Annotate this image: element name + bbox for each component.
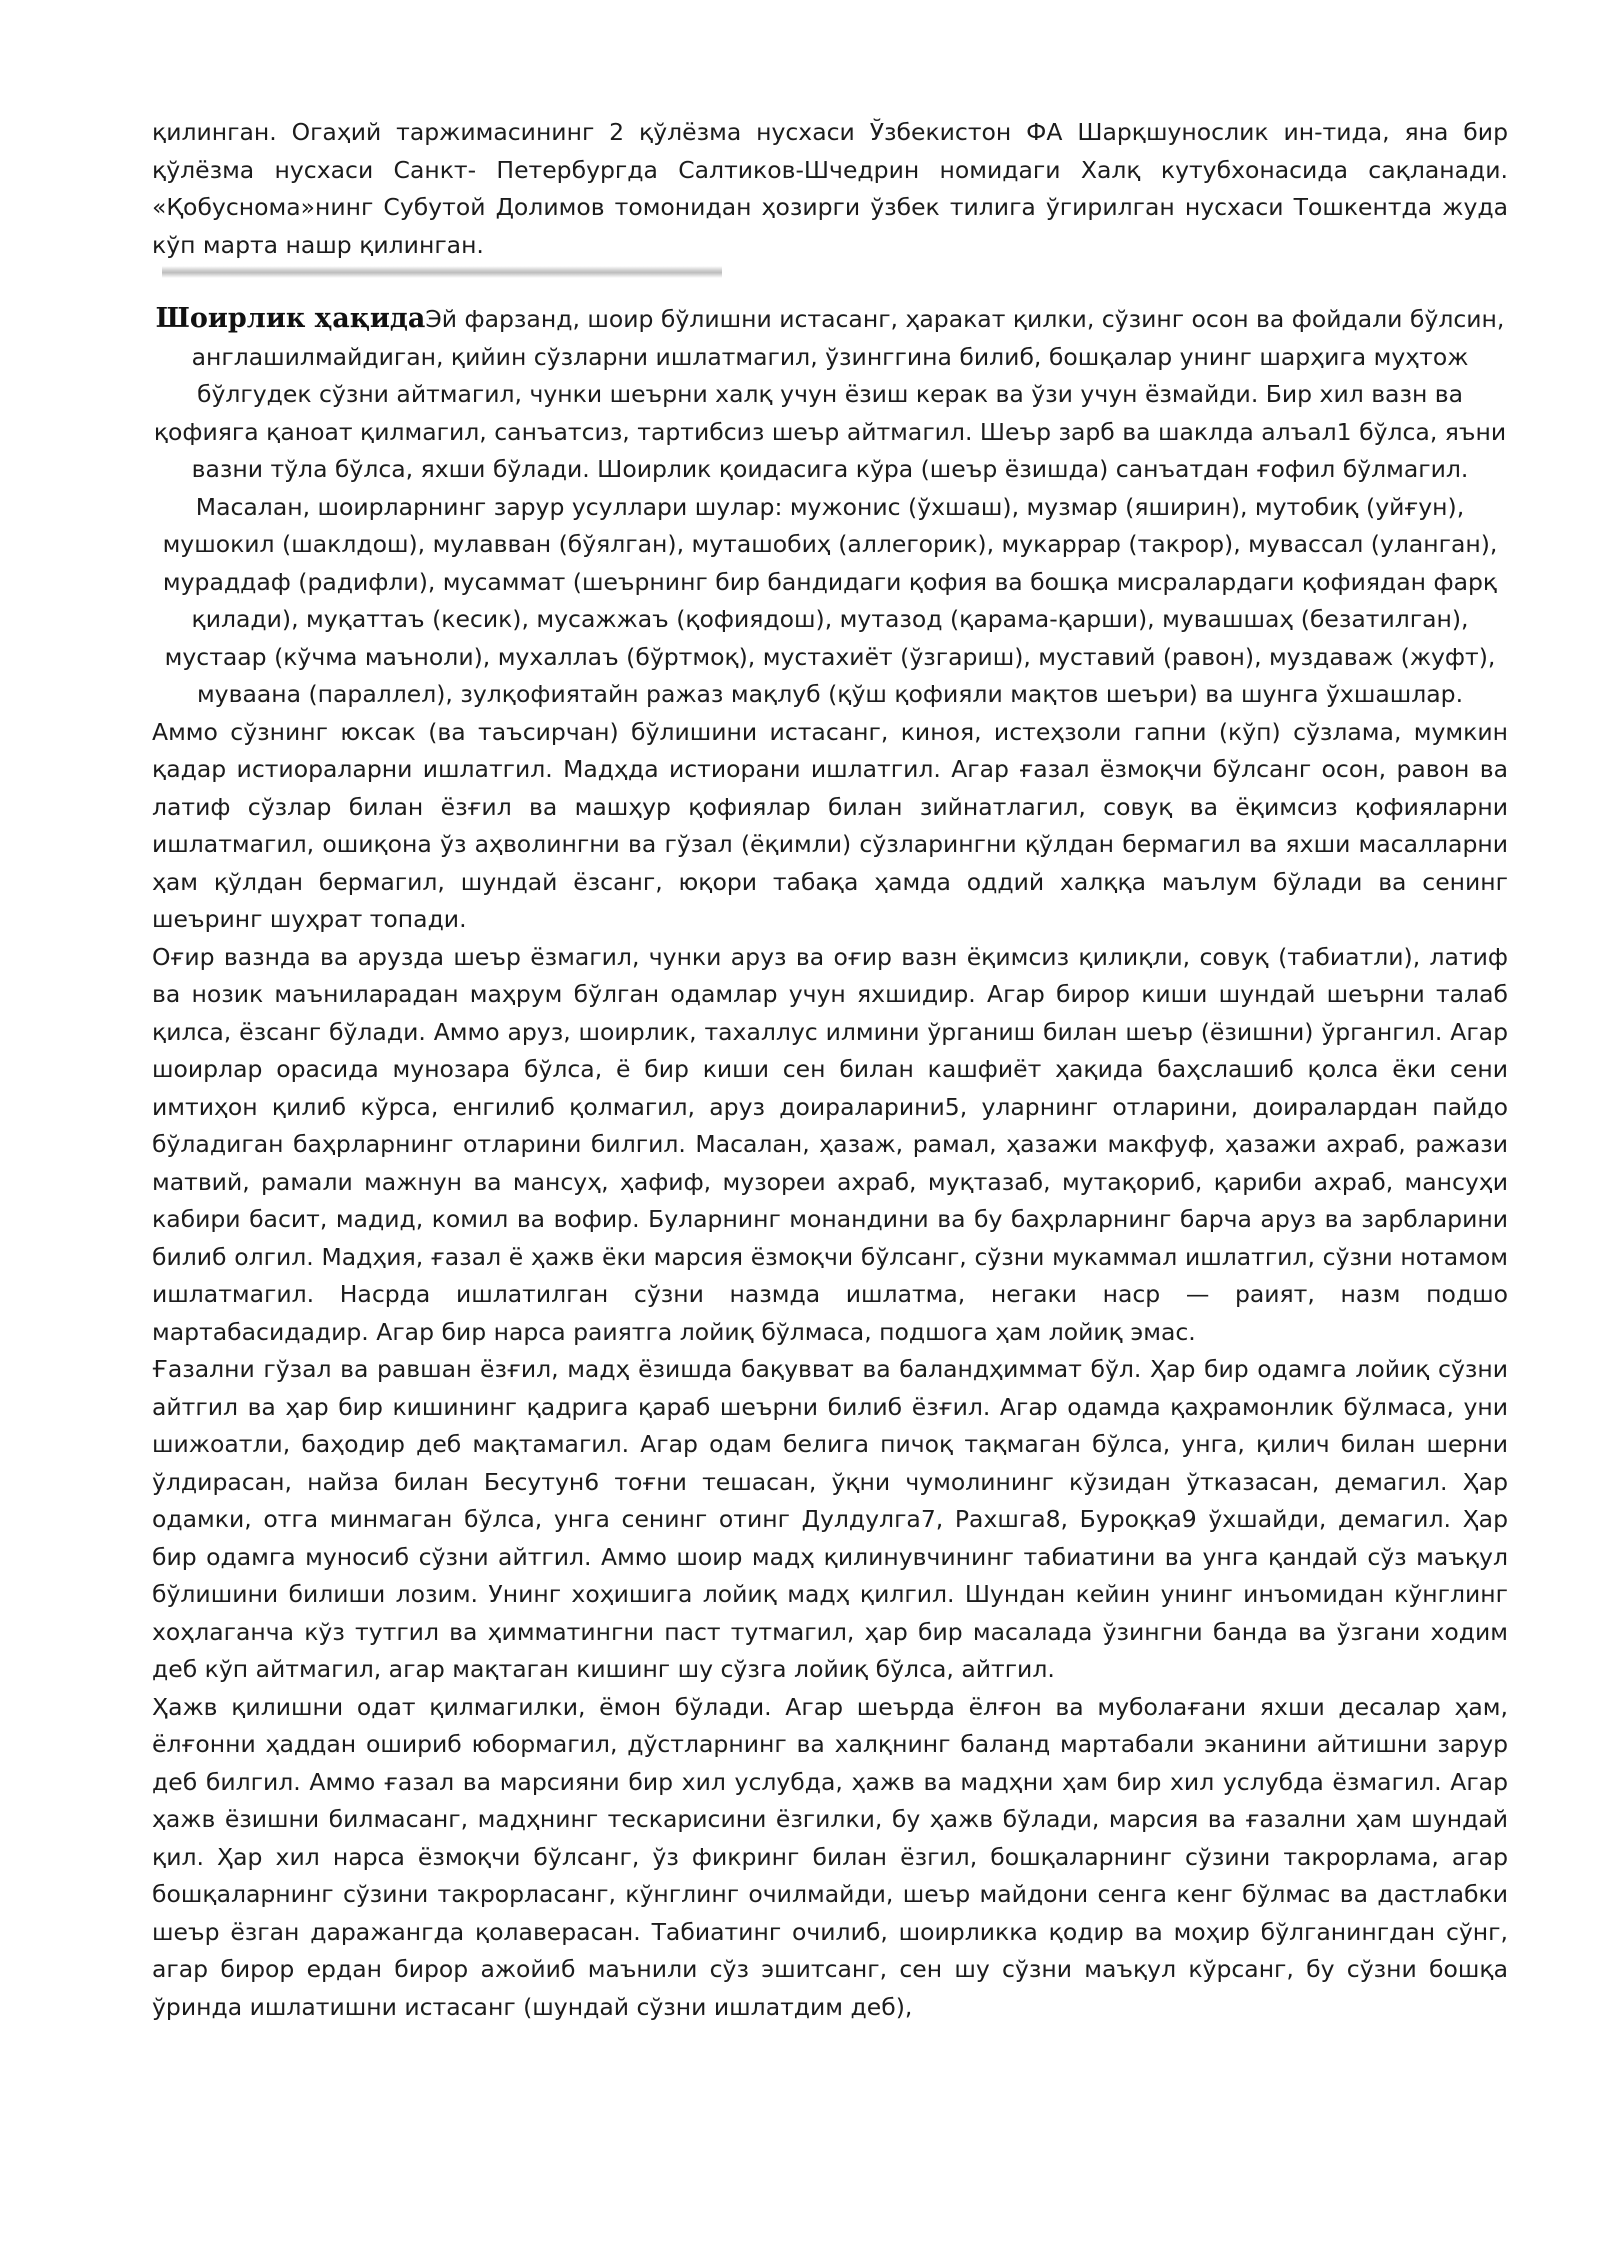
- document-page: [152, 114, 1508, 2026]
- body-paragraph: Оғир вазнда ва арузда шеър ёзмагил, чунки аруз ва оғир вазн ёқимсиз қилиқли, совуқ (табиатли), латиф ва нозик маъниларадан маҳрум бўлган одамлар учун яхшидир. Агар бирор киши шундай шеърни талаб қилса, ёзсанг бўлади. Аммо аруз, шоирлик, тахаллус илмини ўрганиш билан шеър (ёзишни) ўргангил. Агар шоирлар орасида мунозара бўлса, ё бир киши сен билан кашфиёт ҳақида баҳслашиб қолса ёки сени имтиҳон қилиб кўрса, енгилиб қолмагил, аруз доираларини5, уларнинг отларини, доиралардан пайдо бўладиган баҳрларнинг отларини билгил. Масалан, ҳазаж, рамал, ҳазажи макфуф, ҳазажи ахраб, ражази матвий, рамали мажнун ва мансуҳ, ҳафиф, музореи ахраб, муқтазаб, мутақориб, қариби ахраб, мансуҳи кабири басит, мадид, комил ва вофир. Буларнинг монандини ва бу баҳрларнинг барча аруз ва зарбларини билиб олгил. Мадҳия, ғазал ё ҳажв ёки марсия ёзмоқчи бўлсанг, сўзни мукаммал ишлатгил, сўзни нотамом ишлатмагил. Насрда ишлатилган сўзни назмда ишлатма, негаки наср — раият, назм подшо мартабасидадир. Агар бир нарса раиятга лойиқ бўлмаса, подшога ҳам лойиқ эмас.: [152, 942, 1508, 1346]
- intro-paragraph: қилинган. Огаҳий таржимасининг 2 қўлёзма нусхаси Ўзбекистон ФА Шарқшунослик ин-тида, яна бир қўлёзма нусхаси Санкт- Петербургда Салтиков-Шчедрин номидаги Халқ кутубхонасида сақланади. «Қобуснома»нинг Субутой Долимов томонидан ҳозирги ўзбек тилига ўгирилган нусхаси Тошкентда жуда кўп марта нашр қилинган.: [152, 118, 1508, 259]
- body-paragraph: Ҳажв қилишни одат қилмагилки, ёмон бўлади. Агар шеърда ёлғон ва муболағани яхши десалар ҳам, ёлғонни ҳаддан ошириб юбормагил, дўстларнинг ва халқнинг баланд мартабали эканини айтишни зарур деб билгил. Аммо ғазал ва марсияни бир хил услубда, ҳажв ва мадҳни ҳам бир хил услубда ёзмагил. Агар ҳажв ёзишни билмасанг, мадҳнинг тескарисини ёзгилки, бу ҳажв бўлади, марсия ва ғазални ҳам шундай қил. Ҳар хил нарса ёзмоқчи бўлсанг, ўз фикринг билан ёзгил, бошқаларнинг сўзини такрорлама, агар бошқаларнинг сўзини такрорласанг, кўнглинг очилмайди, шеър майдони сенга кенг бўлмас ва дастлабки шеър ёзган даражангда қолаверасан. Табиатинг очилиб, шоирликка қодир ва моҳир бўлганингдан сўнг, агар бирор ердан бирор ажойиб маънили сўз эшитсанг, сен шу сўзни маъқул кўрсанг, бу сўзни бошқа ўринда ишлатишни истасанг (шундай сўзни ишлатдим деб),: [152, 1692, 1508, 2021]
- body-paragraph: Ғазални гўзал ва равшан ёзғил, мадҳ ёзишда бақувват ва баландҳиммат бўл. Ҳар бир одамга лойиқ сўзни айтгил ва ҳар бир кишининг қадрига қараб шеърни билиб ёзғил. Агар одамда қаҳрамонлик бўлмаса, уни шижоатли, баҳодир деб мақтамагил. Агар одам белига пичоқ тақмаган бўлса, унга, қилич билан шерни ўлдирасан, найза билан Бесутун6 тоғни тешасан, ўқни чумолининг кўзидан ўтказасан, демагил. Ҳар одамки, отга минмаган бўлса, унга сенинг отинг Дулдулга7, Рахшга8, Буроққа9 ўхшайди, демагил. Ҳар бир одамга муносиб сўзни айтгил. Аммо шоир мадҳ қилинувчининг табиатини ва унга қандай сўз маъқул бўлишини билиши лозим. Унинг хоҳишига лойиқ мадҳ қилгил. Шундан кейин унинг инъомидан кўнглинг хоҳлаганча кўз тутгил ва ҳимматингни паст тутмагил, ҳар бир масалада ўзингни банда ва ўзгани ходим деб кўп айтмагил, агар мақтаган кишинг шу сўзга лойиқ бўлса, айтгил.: [152, 1355, 1508, 1683]
- centered-paragraph-text: Эй фарзанд, шоир бўлишни истасанг, ҳаракат қилки, сўзинг осон ва фойдали бўлсин, англашилмайдиган, қийин сўзларни ишлатмагил, ўзинггина билиб, бошқалар унинг шарҳига муҳтож бўлгудек сўзни айтмагил, чунки шеърни халқ учун ёзиш керак ва ўзи учун ёзмайди. Бир хил вазн ва қофияга қаноат қилмагил, санъатсиз, тартибсиз шеър айтмагил. Шеър зарб ва шаклда алъал1 бўлса, яъни вазни тўла бўлса, яхши бўлади. Шоирлик қоидасига кўра (шеър ёзишда) санъатдан ғофил бўлмагил. Масалан, шоирларнинг зарур усуллари шулар: мужонис (ўхшаш), музмар (яширин), мутобиқ (уйғун), мушокил (шаклдош), мулавван (бўялган), муташобиҳ (аллегорик), мукаррар (такрор), мувассал (уланган), мураддаф (радифли), мусаммат (шеърнинг бир бандидаги қофия ва бошқа мисралардаги қофиядан фарқ қилади), муқаттаъ (кесик), мусажжаъ (қофиядош), мутазод (қарама-қарши), мувашшаҳ (безатилган), мустаар (кўчма маъноли), мухаллаъ (бўртмоқ), мустахиёт (ўзгариш), муставий (равон), муздаваж (жуфт), муваана (параллел), зулқофиятайн ражаз мақлуб (қўш қофияли мақтов шеъри) ва шунга ўхшашлар.: [153, 305, 1507, 708]
- centered-paragraph: [152, 300, 1508, 714]
- section-heading: Шоирлик ҳақида: [155, 303, 426, 334]
- section-divider: [162, 266, 722, 278]
- body-paragraph: Аммо сўзнинг юксак (ва таъсирчан) бўлишини истасанг, киноя, истеҳзоли гапни (кўп) сўзлама, мумкин қадар истиораларни ишлатгил. Мадҳда истиорани ишлатгил. Агар ғазал ёзмоқчи бўлсанг осон, равон ва латиф сўзлар билан ёзғил ва машҳур қофиялар билан зийнатлагил, совуқ ва ёқимсиз қофияларни ишлатмагил, ошиқона ўз аҳволингни ва гўзал (ёқимли) сўзларингни қўлдан бермагил ва яхши масалларни ҳам қўлдан бермагил, шундай ёзсанг, юқори табақа ҳамда оддий халққа маълум бўлади ва сенинг шеъринг шуҳрат топади.: [152, 717, 1508, 933]
